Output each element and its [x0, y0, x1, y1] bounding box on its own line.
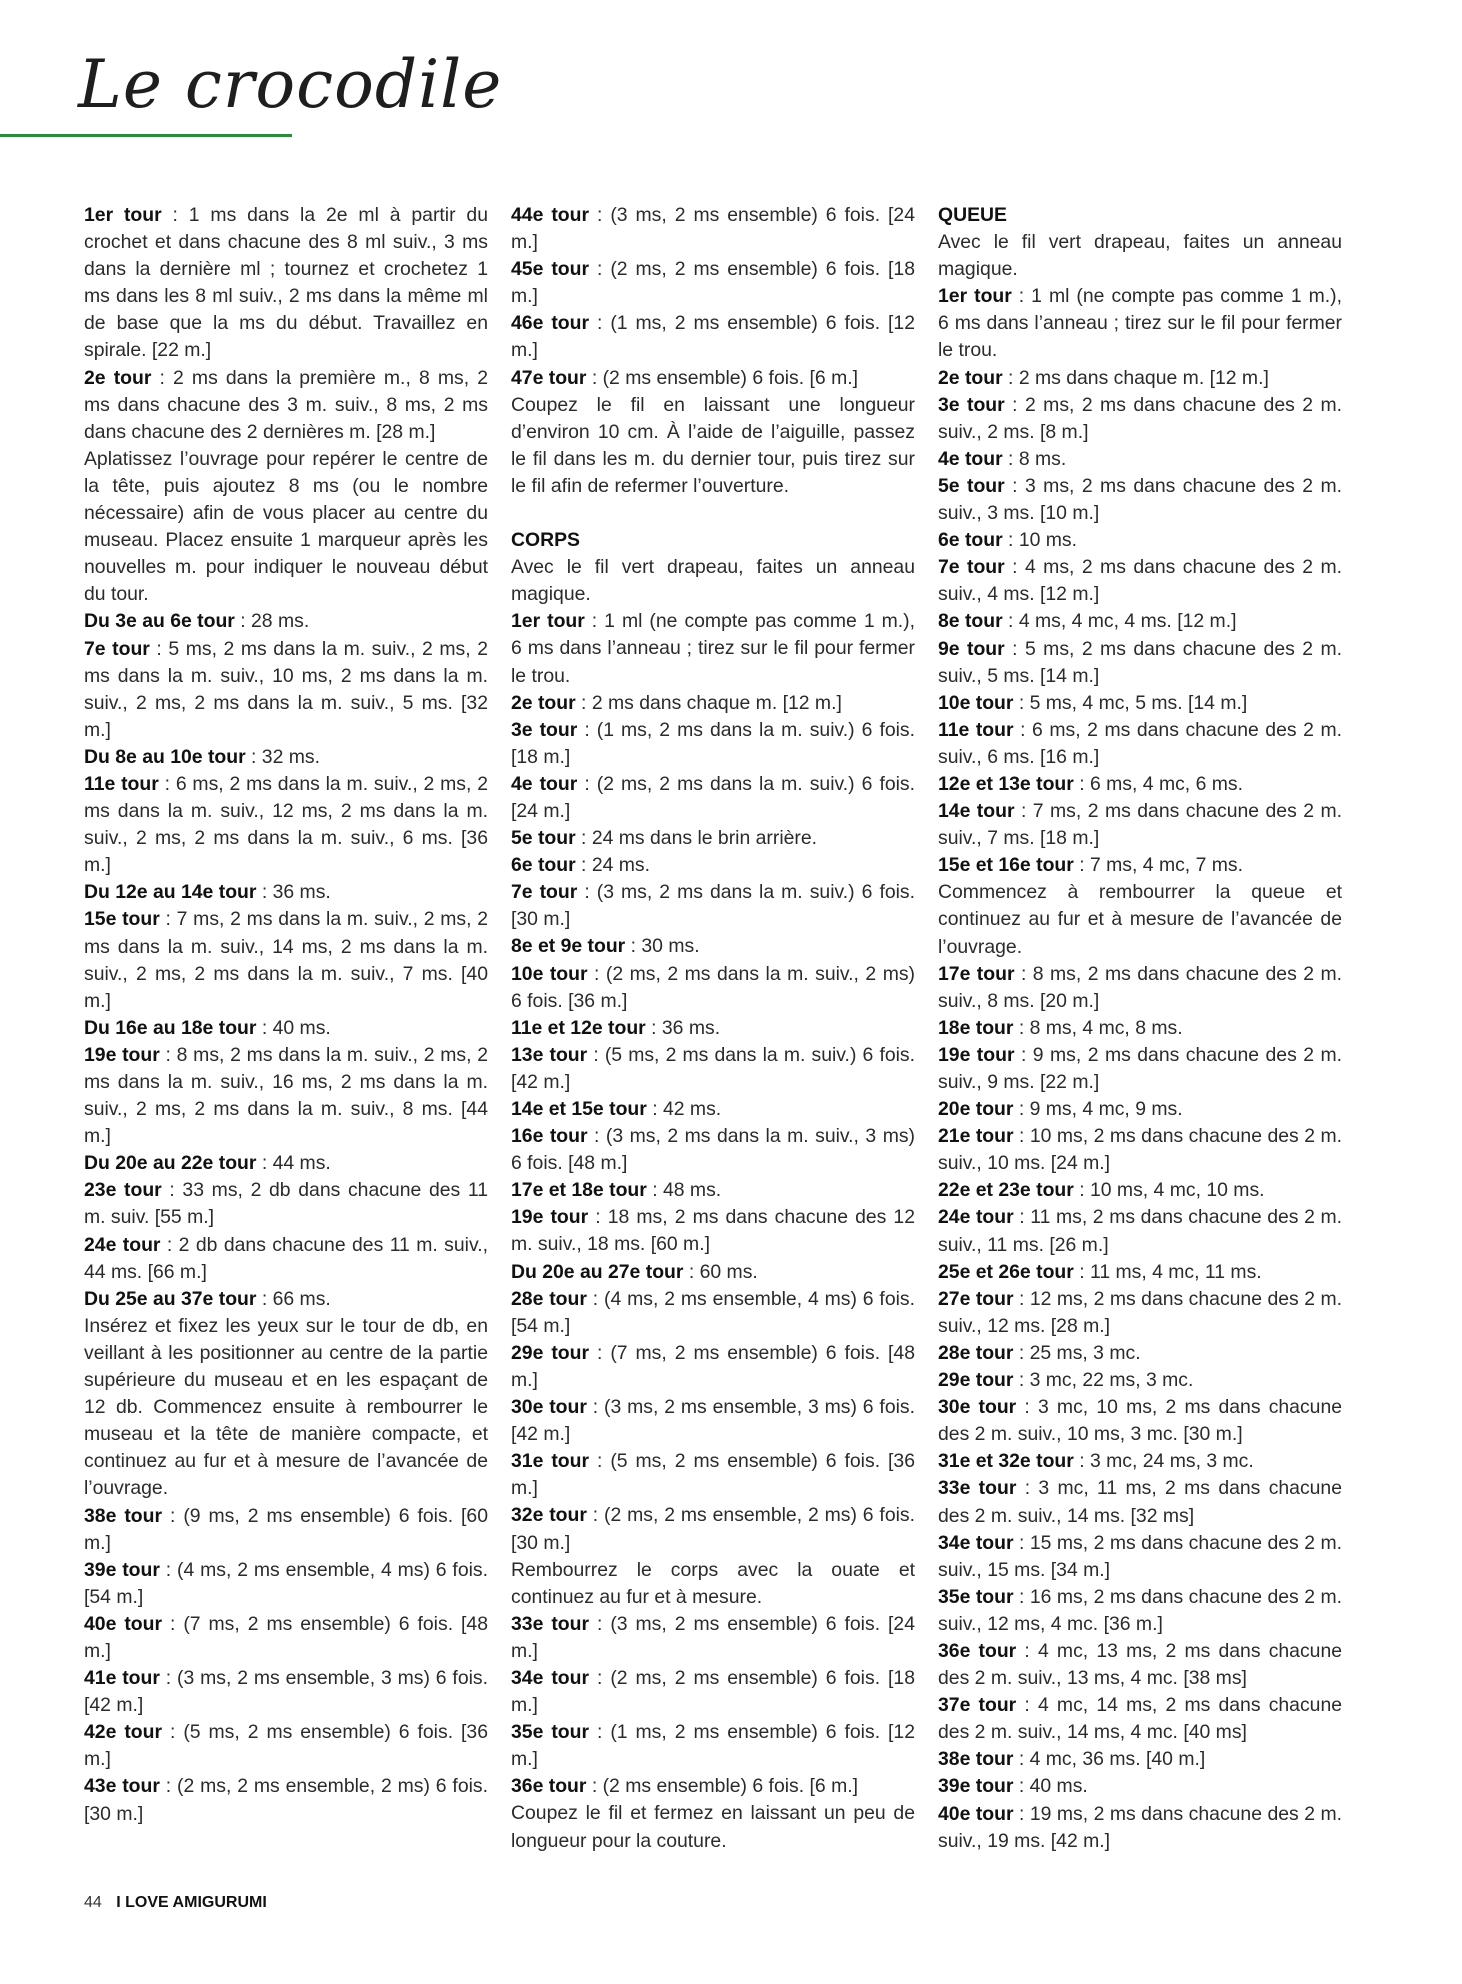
round-text: : 6 ms, 2 ms dans la m. suiv., 2 ms, 2 ms dans la m. suiv., 12 ms, 2 ms dans la m. suiv., 2 ms, 2 ms dans la m. suiv., 6 ms. [36 m.] — [84, 772, 488, 877]
round-instruction — [511, 1286, 915, 1340]
round-text: : 12 ms, 2 ms dans chacune des 2 m. suiv., 12 ms. [28 m.] — [938, 1287, 1342, 1337]
round-label: Du 25e au 37e tour — [84, 1287, 257, 1310]
round-text: : (1 ms, 2 ms dans la m. suiv.) 6 fois. [18 m.] — [511, 718, 915, 768]
round-text: : 60 ms. — [683, 1260, 758, 1283]
round-instruction — [511, 1123, 915, 1177]
round-text: : 3 mc, 10 ms, 2 ms dans chacune des 2 m. suiv., 10 ms, 3 mc. [30 m.] — [938, 1396, 1343, 1446]
round-label: 30e tour — [511, 1396, 587, 1419]
round-instruction — [511, 1448, 915, 1502]
round-instruction — [511, 310, 915, 364]
round-label: 32e tour — [511, 1504, 587, 1527]
round-label: 14e et 15e tour — [511, 1098, 647, 1120]
round-instruction — [84, 1611, 488, 1665]
round-instruction — [84, 636, 488, 744]
round-instruction — [511, 1502, 915, 1556]
round-instruction — [938, 1096, 1342, 1123]
note-paragraph — [511, 392, 915, 500]
round-instruction — [84, 202, 488, 365]
round-text: : 25 ms, 3 mc. — [1013, 1341, 1141, 1364]
round-instruction — [511, 608, 915, 689]
round-instruction — [511, 1611, 915, 1665]
round-instruction — [938, 1746, 1342, 1773]
round-label: 1er tour — [511, 610, 585, 633]
round-text: : 2 ms dans chaque m. [12 m.] — [1002, 366, 1269, 389]
note-paragraph — [938, 879, 1342, 960]
note-paragraph — [511, 1557, 915, 1611]
round-label: 25e et 26e tour — [938, 1260, 1074, 1283]
round-text: : 40 ms. — [256, 1016, 331, 1039]
round-label: 3e tour — [938, 393, 1005, 416]
round-text: : (2 ms ensemble) 6 fois. [6 m.] — [586, 366, 858, 389]
round-label: 7e tour — [511, 881, 578, 904]
round-text: : 44 ms. — [256, 1152, 331, 1175]
round-instruction — [84, 744, 488, 771]
round-text: : 10 ms. — [1002, 529, 1078, 552]
round-label: 2e tour — [511, 691, 576, 714]
round-label: 40e tour — [938, 1802, 1014, 1825]
round-instruction — [511, 1259, 915, 1286]
round-label: 42e tour — [84, 1721, 163, 1744]
round-text: : (5 ms, 2 ms ensemble) 6 fois. [36 m.] — [84, 1721, 488, 1771]
page-title: Le crocodile — [78, 46, 503, 123]
round-label: 43e tour — [84, 1775, 160, 1798]
round-label: 9e tour — [938, 637, 1005, 660]
round-label: 28e tour — [511, 1287, 587, 1310]
round-text: : (2 ms, 2 ms ensemble) 6 fois. [18 m.] — [511, 258, 915, 308]
round-text: : (3 ms, 2 ms dans la m. suiv.) 6 fois. [30 m.] — [511, 881, 915, 931]
round-text: : 10 ms, 4 mc, 10 ms. — [1073, 1179, 1265, 1202]
round-label: 37e tour — [938, 1694, 1017, 1717]
round-instruction — [84, 1042, 488, 1150]
round-label: 24e tour — [84, 1233, 161, 1256]
round-label: 2e tour — [84, 366, 152, 389]
round-text: : 1 ml (ne compte pas comme 1 m.), 6 ms dans l’anneau ; tirez sur le fil pour fermer le trou. — [511, 610, 916, 687]
round-instruction — [938, 690, 1342, 717]
round-instruction — [938, 1475, 1342, 1529]
round-text: : 4 mc, 13 ms, 2 ms dans chacune des 2 m. suiv., 13 ms, 4 mc. [38 ms] — [938, 1639, 1343, 1690]
round-text: : 2 ms dans la première m., 8 ms, 2 ms dans chacune des 3 m. suiv., 8 ms, 2 ms dans chacune des 2 dernières m. [28 m.] — [84, 366, 488, 443]
round-label: 7e tour — [84, 637, 150, 660]
round-text: : (3 ms, 2 ms ensemble, 3 ms) 6 fois. [42 m.] — [511, 1396, 915, 1446]
round-text: : 5 ms, 2 ms dans la m. suiv., 2 ms, 2 ms dans la m. suiv., 10 ms, 2 ms dans la m. suiv., 2 ms, 2 ms dans la m. suiv., 5 ms. [32 m.] — [84, 637, 488, 741]
round-text: : 4 ms, 2 ms dans chacune des 2 m. suiv., 4 ms. [12 m.] — [938, 556, 1343, 606]
round-text: : 10 ms, 2 ms dans chacune des 2 m. suiv., 10 ms. [24 m.] — [938, 1125, 1342, 1175]
round-instruction — [84, 906, 488, 1014]
round-label: 4e tour — [511, 772, 578, 795]
round-text: : (4 ms, 2 ms ensemble, 4 ms) 6 fois. [54 m.] — [511, 1287, 915, 1337]
round-text: Commencez à rembourrer la queue et continuez au fur et à mesure de l’avancée de l’ouvrage. — [938, 881, 1342, 958]
round-text: : 7 ms, 2 ms dans chacune des 2 m. suiv., 7 ms. [18 m.] — [938, 800, 1342, 850]
round-text: : 3 mc, 24 ms, 3 mc. — [1073, 1450, 1254, 1473]
round-text: : 4 mc, 36 ms. [40 m.] — [1013, 1748, 1206, 1771]
round-text: : (4 ms, 2 ms ensemble, 4 ms) 6 fois. [54 m.] — [84, 1558, 488, 1608]
round-instruction — [938, 1259, 1342, 1286]
round-instruction — [511, 852, 915, 879]
round-instruction — [938, 1123, 1342, 1177]
note-paragraph — [84, 1313, 488, 1503]
round-label: 8e tour — [938, 610, 1003, 633]
round-text: Coupez le fil en laissant une longueur d’environ 10 cm. À l’aide de l’aiguille, passez le fil dans les m. du dernier tour, puis tirez sur le fil afin de refermer l’ouverture. — [511, 393, 915, 497]
round-instruction — [938, 961, 1342, 1015]
round-label: 10e tour — [938, 691, 1014, 714]
round-text: : 36 ms. — [645, 1016, 721, 1039]
title-underline — [0, 134, 292, 137]
round-instruction — [84, 1503, 488, 1557]
round-instruction — [511, 1096, 915, 1123]
round-instruction — [938, 1638, 1342, 1692]
round-text: : (7 ms, 2 ms ensemble) 6 fois. [48 m.] — [511, 1341, 915, 1391]
round-text: : 4 mc, 14 ms, 2 ms dans chacune des 2 m. suiv., 14 ms, 4 mc. [40 ms] — [938, 1694, 1343, 1744]
round-instruction — [938, 1801, 1342, 1855]
round-label: Du 20e au 22e tour — [84, 1152, 257, 1175]
round-instruction — [84, 1232, 488, 1286]
round-text: : 8 ms, 2 ms dans la m. suiv., 2 ms, 2 ms dans la m. suiv., 16 ms, 2 ms dans la m. suiv., 2 ms, 2 ms dans la m. suiv., 8 ms. [44 m.] — [84, 1043, 488, 1148]
round-label: 38e tour — [84, 1504, 163, 1527]
round-text: : 28 ms. — [234, 610, 310, 633]
round-label: Du 8e au 10e tour — [84, 745, 246, 768]
round-label: 33e tour — [511, 1612, 590, 1635]
round-instruction — [511, 879, 915, 933]
round-label: 20e tour — [938, 1098, 1014, 1121]
round-instruction — [938, 1530, 1342, 1584]
round-text: : 15 ms, 2 ms dans chacune des 2 m. suiv., 15 ms. [34 m.] — [938, 1531, 1342, 1581]
round-instruction — [938, 1177, 1342, 1204]
round-text: : (7 ms, 2 ms ensemble) 6 fois. [48 m.] — [84, 1612, 488, 1662]
round-text: : 33 ms, 2 db dans chacune des 11 m. suiv. [55 m.] — [84, 1179, 489, 1229]
round-label: 44e tour — [511, 204, 590, 226]
round-instruction — [938, 365, 1342, 392]
round-instruction — [938, 852, 1342, 879]
round-text: Coupez le fil et fermez en laissant un peu de longueur pour la couture. — [511, 1802, 915, 1852]
round-text: : 40 ms. — [1013, 1775, 1088, 1798]
round-text: : 1 ms dans la 2e ml à partir du crochet et dans chacune des 8 ml suiv., 3 ms dans la dernière ml ; tournez et crochetez 1 ms dans les 8 ml suiv., 2 ms dans la même ml de base que la ms du début. Travaillez en spirale. [22 m.] — [84, 204, 488, 362]
round-label: 28e tour — [938, 1341, 1014, 1364]
round-label: 11e et 12e tour — [511, 1016, 646, 1039]
round-text: : 1 ml (ne compte pas comme 1 m.), 6 ms dans l’anneau ; tirez sur le fil pour fermer le trou. — [938, 285, 1343, 362]
round-text: : 42 ms. — [646, 1098, 722, 1120]
round-text: : (3 ms, 2 ms ensemble) 6 fois. [24 m.] — [511, 204, 915, 254]
round-label: 19e tour — [84, 1043, 160, 1066]
round-text: : 11 ms, 4 mc, 11 ms. — [1073, 1260, 1262, 1283]
section-spacer — [511, 500, 915, 527]
round-instruction — [511, 256, 915, 310]
round-label: Du 3e au 6e tour — [84, 610, 235, 633]
round-label: 18e tour — [938, 1016, 1014, 1039]
round-instruction — [84, 1177, 488, 1231]
round-text: : (5 ms, 2 ms ensemble) 6 fois. [36 m.] — [511, 1450, 915, 1500]
round-instruction — [84, 1665, 488, 1719]
round-instruction — [511, 717, 915, 771]
round-label: 17e et 18e tour — [511, 1179, 647, 1202]
page-number: 44 — [84, 1894, 102, 1911]
round-text: : 9 ms, 4 mc, 9 ms. — [1013, 1098, 1183, 1121]
round-text: : 5 ms, 2 ms dans chacune des 2 m. suiv., 5 ms. [14 m.] — [938, 637, 1343, 687]
round-instruction — [511, 1394, 915, 1448]
round-instruction — [938, 1340, 1342, 1367]
round-label: 14e tour — [938, 800, 1015, 823]
round-label: Du 20e au 27e tour — [511, 1260, 684, 1283]
round-text: : 32 ms. — [245, 745, 320, 768]
round-text: : 7 ms, 2 ms dans la m. suiv., 2 ms, 2 ms dans la m. suiv., 14 ms, 2 ms dans la m. suiv., 2 ms, 2 ms dans la m. suiv., 7 ms. [40 m.] — [84, 908, 488, 1012]
round-instruction — [938, 1204, 1342, 1258]
round-text: : 30 ms. — [625, 935, 700, 958]
round-label: 1er tour — [84, 204, 162, 226]
round-text: : 24 ms dans le brin arrière. — [575, 827, 818, 850]
round-text: : (1 ms, 2 ms ensemble) 6 fois. [12 m.] — [511, 312, 915, 362]
round-label: 8e et 9e tour — [511, 935, 626, 958]
round-instruction — [938, 1367, 1342, 1394]
round-label: 12e et 13e tour — [938, 772, 1074, 795]
section-heading: QUEUE — [938, 204, 1007, 226]
round-label: 11e tour — [938, 718, 1014, 741]
round-text: : (2 ms, 2 ms dans la m. suiv.) 6 fois. [24 m.] — [511, 772, 915, 822]
round-label: 4e tour — [938, 447, 1003, 470]
round-label: 34e tour — [511, 1666, 590, 1689]
round-text: : 6 ms, 4 mc, 6 ms. — [1073, 772, 1243, 795]
round-instruction — [84, 1557, 488, 1611]
round-instruction — [84, 608, 488, 635]
round-text: : 7 ms, 4 mc, 7 ms. — [1073, 854, 1243, 877]
round-instruction — [511, 1719, 915, 1773]
round-text: : 24 ms. — [575, 854, 651, 877]
round-text: : (2 ms ensemble) 6 fois. [6 m.] — [586, 1775, 858, 1798]
round-instruction — [84, 1773, 488, 1827]
round-label: 1er tour — [938, 285, 1012, 308]
round-text: Insérez et fixez les yeux sur le tour de db, en veillant à les positionner au centre de la partie supérieure du museau et en les espaçant de 12 db. Commencez ensuite à rembourrer le museau et la tête de manière compacte, et continuez au fur et à mesure de l’avancée de l’ouvrage. — [84, 1314, 488, 1500]
round-instruction — [511, 365, 915, 392]
round-label: 16e tour — [511, 1125, 588, 1148]
round-label: 47e tour — [511, 366, 587, 389]
round-label: 5e tour — [938, 474, 1005, 497]
round-instruction — [938, 1584, 1342, 1638]
round-instruction — [84, 365, 488, 446]
round-instruction — [938, 1692, 1342, 1746]
note-paragraph — [511, 1800, 915, 1854]
section-heading: CORPS — [511, 529, 580, 552]
round-label: 36e tour — [511, 1775, 587, 1798]
magazine-name: I LOVE AMIGURUMI — [116, 1894, 267, 1911]
round-instruction — [84, 1150, 488, 1177]
round-label: 29e tour — [511, 1341, 590, 1364]
round-instruction — [511, 202, 915, 256]
round-label: 35e tour — [511, 1721, 590, 1744]
round-label: Du 12e au 14e tour — [84, 881, 257, 904]
round-label: 38e tour — [938, 1748, 1014, 1771]
round-instruction — [938, 1394, 1342, 1448]
round-text: : 19 ms, 2 ms dans chacune des 2 m. suiv., 19 ms. [42 m.] — [938, 1802, 1342, 1852]
round-label: 19e tour — [511, 1206, 589, 1229]
round-label: 45e tour — [511, 258, 590, 281]
round-instruction — [511, 1015, 915, 1042]
round-instruction — [938, 473, 1342, 527]
round-instruction — [511, 690, 915, 717]
round-instruction — [938, 527, 1342, 554]
round-instruction — [938, 446, 1342, 473]
round-text: Rembourrez le corps avec la ouate et continuez au fur et à mesure. — [511, 1558, 915, 1608]
round-label: 5e tour — [511, 827, 576, 850]
round-instruction — [511, 1665, 915, 1719]
round-instruction — [938, 392, 1342, 446]
round-instruction — [938, 1286, 1342, 1340]
note-paragraph — [84, 446, 488, 609]
round-instruction — [938, 636, 1342, 690]
round-text: Avec le fil vert drapeau, faites un anneau magique. — [511, 556, 915, 606]
round-instruction — [511, 825, 915, 852]
round-text: : 36 ms. — [256, 881, 331, 904]
round-instruction — [938, 608, 1342, 635]
round-label: 15e et 16e tour — [938, 854, 1074, 877]
round-label: 24e tour — [938, 1206, 1014, 1229]
round-text: : 6 ms, 2 ms dans chacune des 2 m. suiv., 6 ms. [16 m.] — [938, 718, 1342, 768]
round-label: 31e tour — [511, 1450, 590, 1473]
round-instruction — [511, 771, 915, 825]
round-label: 31e et 32e tour — [938, 1450, 1074, 1473]
round-label: 6e tour — [511, 854, 576, 877]
round-label: 29e tour — [938, 1369, 1014, 1392]
round-label: 34e tour — [938, 1531, 1014, 1554]
round-label: 27e tour — [938, 1287, 1014, 1310]
round-label: 22e et 23e tour — [938, 1179, 1074, 1202]
round-instruction — [938, 798, 1342, 852]
note-paragraph — [938, 229, 1342, 283]
round-instruction — [938, 1773, 1342, 1800]
round-text: : (2 ms, 2 ms ensemble, 2 ms) 6 fois. [30 m.] — [84, 1775, 488, 1825]
round-text: : (3 ms, 2 ms ensemble) 6 fois. [24 m.] — [511, 1612, 915, 1662]
round-text: : (3 ms, 2 ms dans la m. suiv., 3 ms) 6 fois. [48 m.] — [511, 1125, 916, 1175]
round-instruction — [511, 933, 915, 960]
round-text: : (2 ms, 2 ms ensemble, 2 ms) 6 fois. [30 m.] — [511, 1504, 915, 1554]
round-text: : 5 ms, 4 mc, 5 ms. [14 m.] — [1013, 691, 1248, 714]
round-instruction — [511, 1042, 915, 1096]
round-label: 30e tour — [938, 1396, 1017, 1419]
round-text: Aplatissez l’ouvrage pour repérer le centre de la tête, puis ajoutez 8 ms (ou le nombre nécessaire) afin de vous placer au centre du museau. Placez ensuite 1 marqueur après les nouvelles m. pour indiquer le nouveau début du tour. — [84, 447, 488, 606]
round-label: 41e tour — [84, 1667, 160, 1690]
round-instruction — [938, 283, 1342, 364]
round-text: : (9 ms, 2 ms ensemble) 6 fois. [60 m.] — [84, 1504, 488, 1554]
round-label: 10e tour — [511, 962, 588, 985]
round-instruction — [511, 961, 915, 1015]
round-instruction — [84, 1015, 488, 1042]
round-label: 11e tour — [84, 772, 159, 795]
round-label: 33e tour — [938, 1477, 1017, 1500]
round-text: : 4 ms, 4 mc, 4 ms. [12 m.] — [1002, 610, 1237, 633]
round-instruction — [938, 771, 1342, 798]
round-label: 40e tour — [84, 1612, 163, 1635]
round-label: 15e tour — [84, 908, 160, 931]
pattern-column-3 — [938, 202, 1342, 1855]
round-label: 3e tour — [511, 718, 578, 741]
round-instruction — [511, 1340, 915, 1394]
round-text: : 66 ms. — [256, 1287, 331, 1310]
round-text: : 9 ms, 2 ms dans chacune des 2 m. suiv., 9 ms. [22 m.] — [938, 1043, 1342, 1093]
round-label: 17e tour — [938, 962, 1015, 985]
note-paragraph — [511, 554, 915, 608]
round-text: : 3 ms, 2 ms dans chacune des 2 m. suiv., 3 ms. [10 m.] — [938, 474, 1343, 525]
round-label: 13e tour — [511, 1043, 588, 1066]
round-label: Du 16e au 18e tour — [84, 1016, 257, 1039]
round-text: : 48 ms. — [646, 1179, 722, 1202]
round-instruction — [84, 1286, 488, 1313]
round-text: : 11 ms, 2 ms dans chacune des 2 m. suiv., 11 ms. [26 m.] — [938, 1206, 1342, 1256]
round-text: : 8 ms, 4 mc, 8 ms. — [1013, 1016, 1183, 1039]
round-instruction — [84, 879, 488, 906]
round-instruction — [938, 554, 1342, 608]
round-label: 2e tour — [938, 366, 1003, 389]
round-label: 23e tour — [84, 1179, 162, 1202]
round-instruction — [511, 1773, 915, 1800]
page-footer — [84, 1894, 267, 1912]
round-text: : 3 mc, 11 ms, 2 ms dans chacune des 2 m. suiv., 14 ms. [32 ms] — [938, 1477, 1343, 1527]
round-text: : 8 ms, 2 ms dans chacune des 2 m. suiv., 8 ms. [20 m.] — [938, 962, 1342, 1012]
round-text: : 2 db dans chacune des 11 m. suiv., 44 ms. [66 m.] — [84, 1233, 489, 1283]
round-label: 39e tour — [84, 1558, 160, 1581]
round-instruction — [511, 1204, 915, 1258]
round-label: 39e tour — [938, 1775, 1014, 1798]
round-instruction — [938, 717, 1342, 771]
round-instruction — [511, 1177, 915, 1204]
round-label: 6e tour — [938, 529, 1003, 552]
round-text: : (5 ms, 2 ms dans la m. suiv.) 6 fois. [42 m.] — [511, 1043, 916, 1093]
round-text: : 2 ms, 2 ms dans chacune des 2 m. suiv., 2 ms. [8 m.] — [938, 393, 1343, 443]
pattern-column-2 — [511, 202, 915, 1855]
round-instruction — [84, 1719, 488, 1773]
round-text: : (2 ms, 2 ms ensemble) 6 fois. [18 m.] — [511, 1666, 915, 1717]
round-text: : (2 ms, 2 ms dans la m. suiv., 2 ms) 6 fois. [36 m.] — [511, 962, 916, 1012]
round-instruction — [938, 1015, 1342, 1042]
round-label: 21e tour — [938, 1125, 1014, 1148]
round-label: 7e tour — [938, 556, 1005, 579]
pattern-column-1 — [84, 202, 488, 1828]
round-text: : (3 ms, 2 ms ensemble, 3 ms) 6 fois. [42 m.] — [84, 1667, 488, 1717]
round-text: : 18 ms, 2 ms dans chacune des 12 m. suiv., 18 ms. [60 m.] — [511, 1206, 915, 1256]
round-label: 35e tour — [938, 1585, 1014, 1608]
round-text: : 8 ms. — [1002, 447, 1067, 470]
round-label: 19e tour — [938, 1043, 1015, 1066]
round-text: : (1 ms, 2 ms ensemble) 6 fois. [12 m.] — [511, 1721, 915, 1771]
round-text: : 2 ms dans chaque m. [12 m.] — [575, 691, 842, 714]
round-text: Avec le fil vert drapeau, faites un anneau magique. — [938, 231, 1342, 281]
round-instruction — [938, 1448, 1342, 1475]
round-label: 36e tour — [938, 1639, 1017, 1662]
round-text: : 3 mc, 22 ms, 3 mc. — [1013, 1369, 1194, 1392]
round-label: 46e tour — [511, 312, 590, 335]
round-text: : 16 ms, 2 ms dans chacune des 2 m. suiv., 12 ms, 4 mc. [36 m.] — [938, 1585, 1342, 1635]
round-instruction — [938, 1042, 1342, 1096]
round-instruction — [84, 771, 488, 879]
